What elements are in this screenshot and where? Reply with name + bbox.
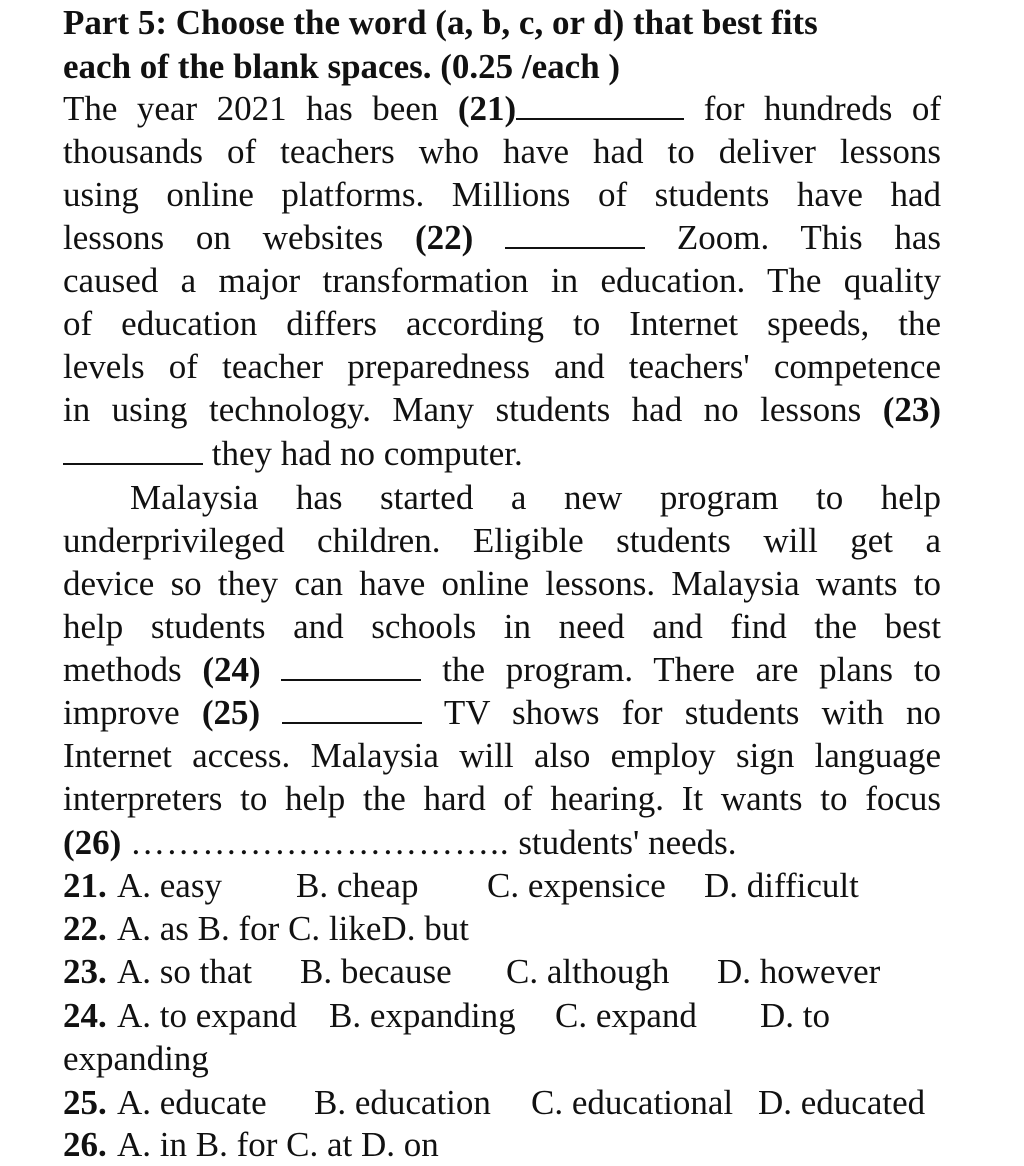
blank-23 (63, 433, 203, 465)
passage-text: for hundreds of (703, 89, 942, 128)
blank-number-25: (25) (201, 693, 261, 732)
question-number: 25. (63, 1083, 107, 1122)
question-number: 22. (63, 909, 107, 948)
passage-text: the program. There are plans to (442, 650, 942, 689)
option-c: C. although (506, 952, 670, 991)
passage-text: TV shows for students with no (443, 693, 941, 732)
part-heading-line-1: Part 5: Choose the word (a, b, c, or d) that best fits (63, 3, 818, 42)
passage-line (63, 692, 941, 734)
passage-line (63, 649, 941, 691)
passage-line: of education differs according to Internet speeds, the (63, 304, 941, 343)
passage-line: device so they can have online lessons. Malaysia wants to (63, 564, 941, 603)
option-c: C. expand (555, 996, 697, 1035)
passage-line: help students and schools in need and find the best (63, 607, 941, 646)
option-a: A. so that (117, 952, 253, 991)
passage-text: lessons on websites (63, 218, 384, 257)
option-d: D. difficult (704, 866, 859, 905)
option-d: D. educated (758, 1083, 926, 1122)
blank-number-22: (22) (415, 218, 474, 257)
passage-text: they had no computer. (211, 434, 523, 473)
option-a: A. educate (117, 1083, 267, 1122)
question-number: 26. (63, 1125, 107, 1164)
passage-line: Internet access. Malaysia will also employ sign language (63, 736, 941, 775)
blank-24 (281, 649, 421, 681)
question-number: 23. (63, 952, 107, 991)
option-b: B. education (314, 1083, 491, 1122)
passage-line (63, 433, 941, 475)
passage-line: underprivileged children. Eligible students will get a (63, 521, 941, 560)
passage-line: interpreters to help the hard of hearing. It wants to focus (63, 779, 941, 818)
blank-26-dots: ………………………….. (130, 823, 510, 862)
option-b: B. because (300, 952, 452, 991)
passage-line (63, 822, 941, 864)
blank-21 (516, 88, 684, 120)
option-c: C. expensice (487, 866, 666, 905)
passage-line: Malaysia has started a new program to help (130, 478, 941, 517)
passage-text: The year 2021 has been (63, 89, 439, 128)
passage-line (63, 217, 941, 259)
passage-text: Zoom. This has (676, 218, 942, 257)
option-b: B. cheap (296, 866, 419, 905)
option-a: A. easy (117, 866, 222, 905)
passage-text: improve (63, 693, 180, 732)
passage-text: methods (63, 650, 182, 689)
option-d: D. to (760, 996, 830, 1035)
blank-number-21: (21) (457, 89, 517, 128)
passage-line (63, 88, 941, 130)
passage-text: students' needs. (518, 823, 737, 862)
passage-line: thousands of teachers who have had to deliver lessons (63, 132, 941, 171)
blank-25 (282, 692, 422, 724)
passage-line (63, 389, 941, 431)
option-b: B. expanding (329, 996, 516, 1035)
option-a: A. to expand (117, 996, 297, 1035)
blank-number-26: (26) (63, 823, 122, 862)
question-options: A. in B. for C. at D. on (117, 1125, 439, 1164)
passage-line: levels of teacher preparedness and teachers' competence (63, 347, 941, 386)
question-number: 21. (63, 866, 107, 905)
option-c: C. educational (531, 1083, 734, 1122)
blank-number-24: (24) (202, 650, 261, 689)
question-number: 24. (63, 996, 107, 1035)
question-options: A. as B. for C. likeD. but (117, 909, 469, 948)
blank-number-23: (23) (882, 390, 941, 429)
part-heading-line-2: each of the blank spaces. (0.25 /each ) (63, 47, 621, 86)
option-d-continued: expanding (63, 1039, 209, 1078)
passage-line: caused a major transformation in education. The quality (63, 261, 941, 300)
passage-text: in using technology. Many students had no lessons (63, 390, 862, 429)
blank-22 (505, 217, 645, 249)
option-d: D. however (717, 952, 881, 991)
passage-line: using online platforms. Millions of students have had (63, 175, 941, 214)
